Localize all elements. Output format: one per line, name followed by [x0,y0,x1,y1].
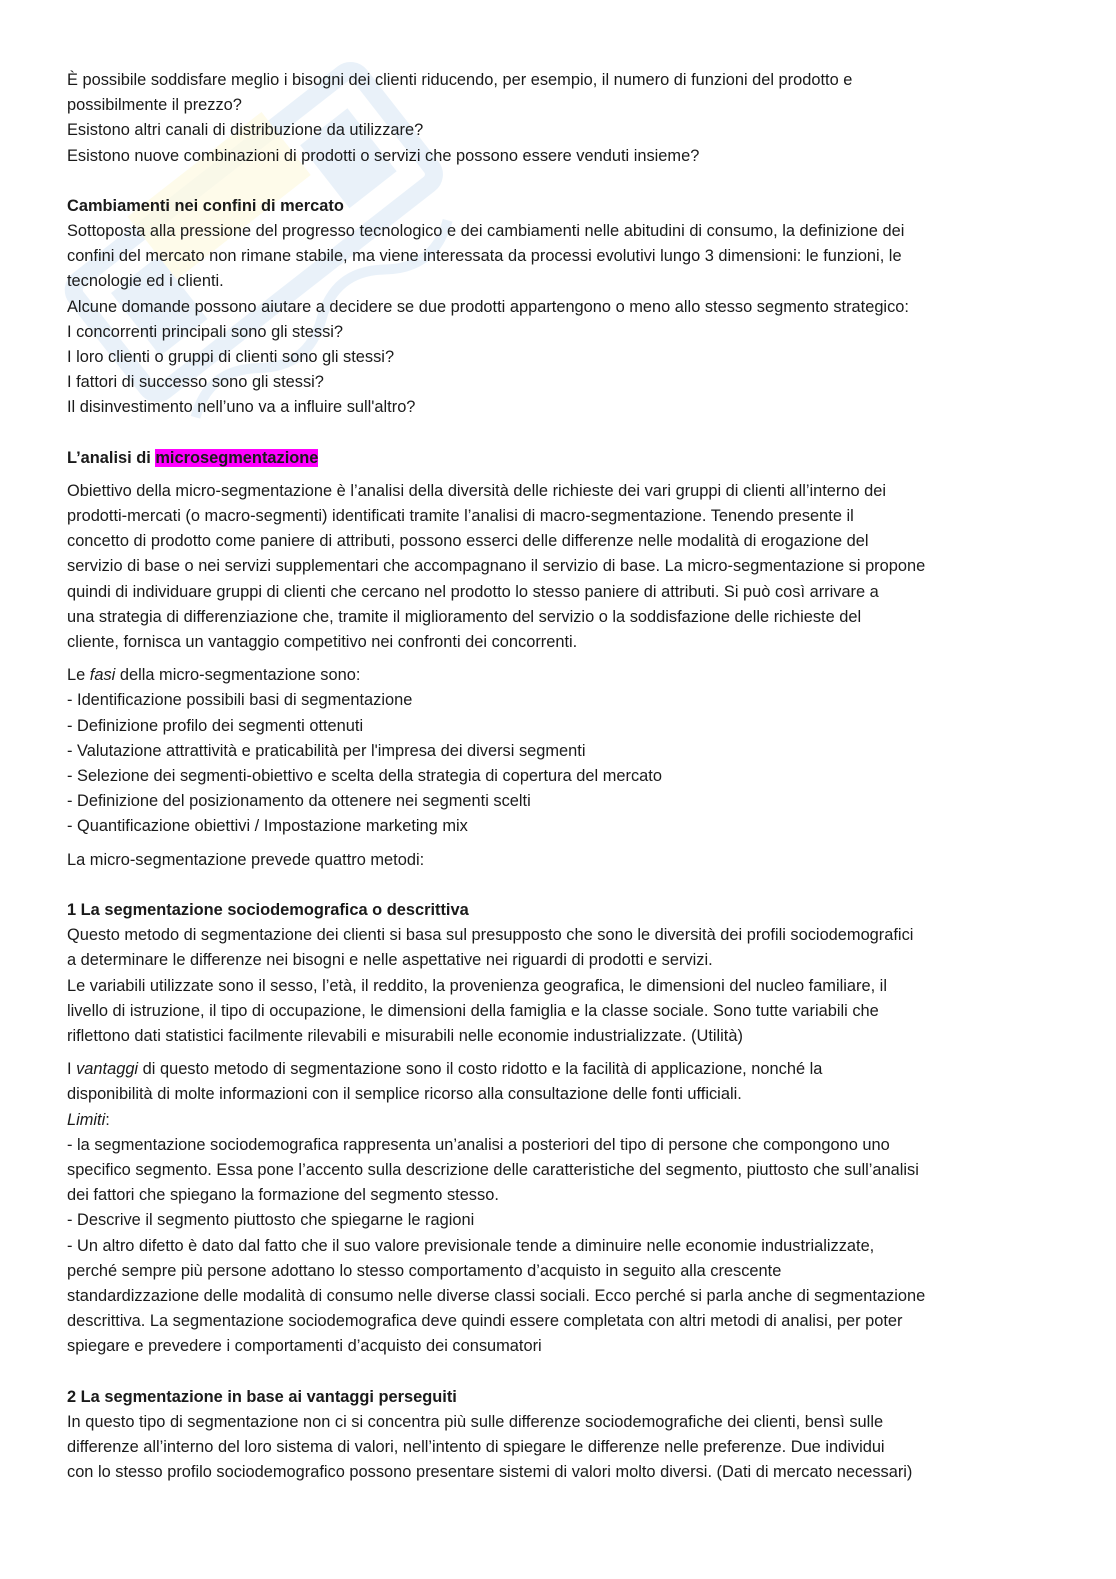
section1-line: riflettono dati statistici facilmente rilevabili e misurabili nelle economie industrializzate. (Utilità) [67,1026,743,1045]
confini-line: Alcune domande possono aiutare a decidere se due prodotti appartengono o meno allo stesso segmento strategico: [67,297,909,316]
fasi-list-item: - Identificazione possibili basi di segmentazione [67,691,413,710]
confini-question: I concorrenti principali sono gli stessi? [67,322,344,341]
confini-line: confini del mercato non rimane stabile, ma viene interessata da processi evolutivi lungo 3 dimensioni: le funzioni, le [67,247,902,266]
fasi-list-item: - Definizione profilo dei segmenti ottenuti [67,716,364,735]
confini-question: Il disinvestimento nell’uno va a influire sull'altro? [67,398,416,417]
section1-line: Questo metodo di segmentazione dei clienti si basa sul presupposto che sono le diversità dei profili sociodemografici [67,926,914,945]
document-content [67,68,1047,1485]
limiti-line: dei fattori che spiegano la formazione del segmento stesso. [67,1186,499,1205]
micro-paragraph-line: Obiettivo della micro-segmentazione è l’analisi della diversità delle richieste dei vari gruppi di clienti all’interno dei [67,481,887,500]
section-heading-confini: Cambiamenti nei confini di mercato [67,196,344,215]
section1-line: Le variabili utilizzate sono il sesso, l’età, il reddito, la provenienza geografica, le dimensioni del nucleo familiare, il [67,976,887,995]
fasi-list-item: - Definizione del posizionamento da ottenere nei segmenti scelti [67,792,531,811]
fasi-list-item: - Quantificazione obiettivi / Impostazione marketing mix [67,817,468,836]
intro-line: Esistono nuove combinazioni di prodotti o servizi che possono essere venduti insieme? [67,146,700,165]
section-heading-vantaggi-perseguiti: 2 La segmentazione in base ai vantaggi perseguiti [67,1387,457,1406]
micro-paragraph-line: quindi di individuare gruppi di clienti che cercano nel prodotto lo stesso paniere di attributi. Si può così arrivare a [67,582,879,601]
metodi-line: La micro-segmentazione prevede quattro metodi: [67,850,425,869]
confini-line: tecnologie ed i clienti. [67,272,224,291]
limiti-line: - Descrive il segmento piuttosto che spiegarne le ragioni [67,1211,475,1230]
limiti-line: - Un altro difetto è dato dal fatto che il suo valore previsionale tende a diminuire nelle economie industrializzate, [67,1236,875,1255]
micro-paragraph-line: concetto di prodotto come paniere di attributi, possono esserci delle differenze nelle modalità di erogazione del [67,532,869,551]
highlighted-term: microsegmentazione [155,448,319,467]
fasi-list-item: - Valutazione attrattività e praticabilità per l'impresa dei diversi segmenti [67,741,586,760]
intro-line: possibilmente il prezzo? [67,96,242,115]
intro-line: È possibile soddisfare meglio i bisogni dei clienti riducendo, per esempio, il numero di funzioni del prodotto e [67,71,853,89]
limiti-line: spiegare e prevedere i comportamenti d’acquisto dei consumatori [67,1337,542,1356]
section-heading-sociodemografica: 1 La segmentazione sociodemografica o descrittiva [67,900,469,919]
confini-line: Sottoposta alla pressione del progresso tecnologico e dei cambiamenti nelle abitudini di consumo, la definizione dei [67,222,905,241]
limiti-line: descrittiva. La segmentazione sociodemografica deve quindi essere completata con altri metodi di analisi, per poter [67,1312,903,1331]
confini-question: I fattori di successo sono gli stessi? [67,373,324,392]
limiti-line: specifico segmento. Essa pone l’accento sulla descrizione delle caratteristiche del segmento, piuttosto che sull’analisi [67,1160,919,1179]
section1-line: a determinare le differenze nei bisogni e nelle aspettative nei riguardi di prodotti e servizi. [67,951,713,970]
section2-line: con lo stesso profilo sociodemografico possono presentare sistemi di valori molto diversi. (Dati di mercato necessari) [67,1463,913,1482]
micro-paragraph-line: servizio di base o nei servizi supplementari che accompagnano il servizio di base. La micro-segmentazione si propone [67,557,926,576]
section2-line: differenze all’interno del loro sistema di valori, nell’intento di spiegare le differenze nelle preferenze. Due individui [67,1437,885,1456]
fasi-list-item: - Selezione dei segmenti-obiettivo e scelta della strategia di copertura del mercato [67,767,662,786]
micro-paragraph-line: cliente, fornisca un vantaggio competitivo nei confronti dei concorrenti. [67,633,578,652]
section2-line: In questo tipo di segmentazione non ci si concentra più sulle differenze sociodemografiche dei clienti, bensì sulle [67,1412,884,1431]
section-heading-microsegmentazione: L’analisi di microsegmentazione [67,448,319,467]
vantaggi-line: disponibilità di molte informazioni con il semplice ricorso alla consultazione delle fonti ufficiali. [67,1085,742,1104]
limiti-line: standardizzazione delle modalità di consumo nelle diverse classi sociali. Ecco perché si parla anche di segmentazione [67,1286,926,1305]
limiti-label: Limiti: [67,1110,110,1129]
micro-paragraph-line: prodotti-mercati (o macro-segmenti) identificati tramite l’analisi di macro-segmentazione. Tenendo presente il [67,507,854,526]
micro-paragraph-line: una strategia di differenziazione che, tramite il miglioramento del servizio o la soddisfazione delle richieste del [67,607,862,626]
limiti-line: perché sempre più persone adottano lo stesso comportamento d’acquisto in seguito alla crescente [67,1261,782,1280]
section1-line: livello di istruzione, il tipo di occupazione, le dimensioni della famiglia e la classe sociale. Sono tutte variabili che [67,1001,879,1020]
vantaggi-line: I vantaggi di questo metodo di segmentazione sono il costo ridotto e la facilità di applicazione, nonché la [67,1060,823,1079]
fasi-intro: Le fasi della micro-segmentazione sono: [67,666,361,685]
confini-question: I loro clienti o gruppi di clienti sono gli stessi? [67,348,395,367]
limiti-line: - la segmentazione sociodemografica rappresenta un’analisi a posteriori del tipo di persone che compongono uno [67,1135,890,1154]
intro-line: Esistono altri canali di distribuzione da utilizzare? [67,121,424,140]
